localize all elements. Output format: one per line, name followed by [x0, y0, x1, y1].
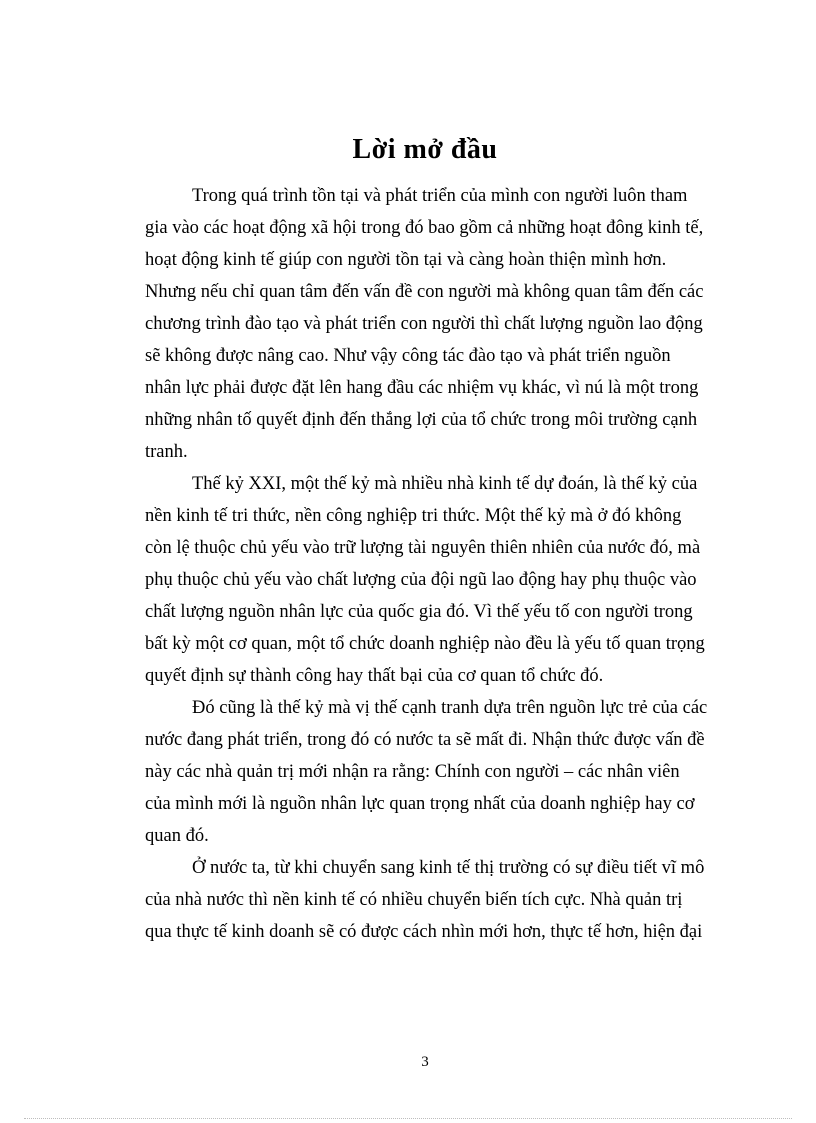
text-line: của nhà nước thì nền kinh tế có nhiều chuyển biến tích cực. Nhà quản trị: [145, 890, 683, 910]
text-line: Đó cũng là thế kỷ mà vị thế cạnh tranh dựa trên nguồn lực trẻ của các: [192, 698, 708, 718]
text-line: này các nhà quản trị mới nhận ra rằng: Chính con người – các nhân viên: [145, 762, 680, 782]
text-line: hoạt động kinh tế giúp con người tồn tại và càng hoàn thiện mình hơn.: [145, 250, 667, 270]
text-line: phụ thuộc chủ yếu vào chất lượng của đội ngũ lao động hay phụ thuộc vào: [145, 570, 697, 590]
page-title: Lời mở đầu: [352, 134, 498, 165]
paragraph: [145, 180, 735, 468]
text-line: nhân lực phải được đặt lên hang đầu các nhiệm vụ khác, vì nú là một trong: [145, 378, 699, 398]
text-line: Thế kỷ XXI, một thế kỷ mà nhiều nhà kinh tế dự đoán, là thế kỷ của: [192, 474, 698, 494]
text-line: tranh.: [145, 442, 188, 462]
text-line: nước đang phát triển, trong đó có nước ta sẽ mất đi. Nhận thức được vấn đề: [145, 730, 705, 750]
text-line: Trong quá trình tồn tại và phát triển của mình con người luôn tham: [192, 186, 688, 206]
text-line: chất lượng nguồn nhân lực của quốc gia đó. Vì thế yếu tố con người trong: [145, 602, 693, 622]
text-line: những nhân tố quyết định đến thắng lợi của tổ chức trong môi trường cạnh: [145, 410, 698, 430]
paragraph: [145, 852, 735, 948]
text-line: bất kỳ một cơ quan, một tổ chức doanh nghiệp nào đều là yếu tố quan trọng: [145, 634, 705, 654]
text-line: nền kinh tế tri thức, nền công nghiệp tri thức. Một thế kỷ mà ở đó không: [145, 506, 682, 526]
text-line: qua thực tế kinh doanh sẽ có được cách nhìn mới hơn, thực tế hơn, hiện đại: [145, 922, 703, 942]
text-line: gia vào các hoạt động xã hội trong đó bao gồm cả những hoạt đông kinh tế,: [145, 218, 704, 238]
text-line: sẽ không được nâng cao. Như vậy công tác đào tạo và phát triển nguồn: [145, 346, 671, 366]
text-line: Ở nước ta, từ khi chuyển sang kinh tế thị trường có sự điều tiết vĩ mô: [192, 858, 705, 878]
text-line: còn lệ thuộc chủ yếu vào trữ lượng tài nguyên thiên nhiên của nước đó, mà: [145, 538, 701, 558]
text-line: chương trình đào tạo và phát triển con người thì chất lượng nguồn lao động: [145, 314, 703, 334]
page-number: 3: [421, 1054, 429, 1070]
body-text: [145, 180, 735, 948]
text-line: của mình mới là nguồn nhân lực quan trọng nhất của doanh nghiệp hay cơ: [145, 794, 695, 814]
footer-divider: [24, 1118, 792, 1119]
paragraph: [145, 468, 735, 692]
text-line: quyết định sự thành công hay thất bại của cơ quan tổ chức đó.: [145, 666, 604, 686]
text-line: quan đó.: [145, 826, 209, 846]
paragraph: [145, 692, 735, 852]
text-line: Nhưng nếu chỉ quan tâm đến vấn đề con người mà không quan tâm đến các: [145, 282, 704, 302]
